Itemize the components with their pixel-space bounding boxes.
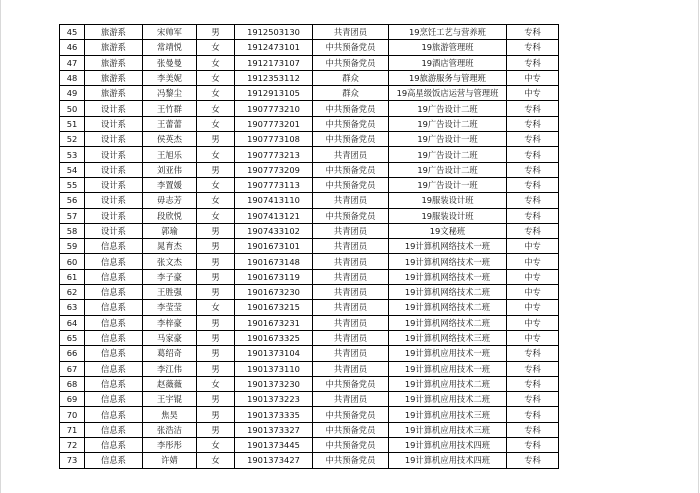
cell-name: 张文杰 (143, 254, 197, 269)
cell-department: 设计系 (85, 208, 143, 223)
cell-index: 56 (60, 193, 85, 208)
cell-political-status: 中共预备党员 (313, 453, 389, 468)
cell-empty (559, 438, 589, 453)
cell-index: 62 (60, 285, 85, 300)
cell-student-id: 1912353112 (235, 70, 313, 85)
cell-index: 66 (60, 346, 85, 361)
cell-department: 旅游系 (85, 40, 143, 55)
cell-department: 设计系 (85, 116, 143, 131)
cell-department: 信息系 (85, 239, 143, 254)
cell-political-status: 中共预备党员 (313, 40, 389, 55)
cell-name: 李江伟 (143, 361, 197, 376)
cell-gender: 女 (197, 300, 235, 315)
cell-index: 58 (60, 223, 85, 238)
cell-department: 设计系 (85, 177, 143, 192)
cell-student-id: 1901373223 (235, 392, 313, 407)
cell-student-id: 1901373230 (235, 376, 313, 391)
cell-index: 51 (60, 116, 85, 131)
cell-gender: 男 (197, 223, 235, 238)
cell-gender: 女 (197, 453, 235, 468)
cell-class: 19计算机应用技术四班 (389, 438, 507, 453)
cell-empty (559, 407, 589, 422)
cell-political-status: 共青团员 (313, 300, 389, 315)
cell-political-status: 中共预备党员 (313, 438, 389, 453)
cell-index: 45 (60, 25, 85, 40)
cell-name: 许婧 (143, 453, 197, 468)
cell-class: 19广告设计二班 (389, 147, 507, 162)
cell-index: 55 (60, 177, 85, 192)
cell-empty (559, 116, 589, 131)
cell-index: 69 (60, 392, 85, 407)
cell-gender: 女 (197, 193, 235, 208)
cell-student-id: 1907413121 (235, 208, 313, 223)
cell-empty (559, 269, 589, 284)
cell-level: 中专 (507, 239, 559, 254)
cell-level: 专科 (507, 208, 559, 223)
cell-political-status: 共青团员 (313, 330, 389, 345)
cell-level: 中专 (507, 315, 559, 330)
cell-level: 专科 (507, 132, 559, 147)
table-row (60, 453, 589, 468)
table-row (60, 101, 589, 116)
cell-gender: 男 (197, 239, 235, 254)
cell-political-status: 中共预备党员 (313, 55, 389, 70)
cell-political-status: 群众 (313, 70, 389, 85)
cell-level: 专科 (507, 376, 559, 391)
cell-name: 刘亚伟 (143, 162, 197, 177)
cell-student-id: 1907773213 (235, 147, 313, 162)
cell-class: 19计算机应用技术四班 (389, 453, 507, 468)
cell-class: 19计算机应用技术二班 (389, 392, 507, 407)
table-row (60, 254, 589, 269)
cell-name: 冯黎尘 (143, 86, 197, 101)
cell-political-status: 共青团员 (313, 269, 389, 284)
cell-index: 53 (60, 147, 85, 162)
cell-political-status: 共青团员 (313, 147, 389, 162)
cell-level: 专科 (507, 162, 559, 177)
cell-department: 设计系 (85, 223, 143, 238)
cell-student-id: 1901673325 (235, 330, 313, 345)
cell-student-id: 1901373427 (235, 453, 313, 468)
cell-level: 中专 (507, 269, 559, 284)
table-row (60, 330, 589, 345)
cell-political-status: 共青团员 (313, 239, 389, 254)
cell-class: 19高星级饭店运营与管理班 (389, 86, 507, 101)
cell-empty (559, 330, 589, 345)
cell-level: 中专 (507, 300, 559, 315)
student-table (59, 24, 589, 469)
cell-empty (559, 147, 589, 162)
cell-student-id: 1907773210 (235, 101, 313, 116)
cell-index: 63 (60, 300, 85, 315)
cell-department: 信息系 (85, 361, 143, 376)
cell-index: 50 (60, 101, 85, 116)
cell-level: 中专 (507, 70, 559, 85)
table-row (60, 55, 589, 70)
cell-empty (559, 208, 589, 223)
cell-name: 李置媛 (143, 177, 197, 192)
table-row (60, 132, 589, 147)
page-border-left (0, 0, 1, 493)
cell-political-status: 共青团员 (313, 193, 389, 208)
cell-political-status: 中共预备党员 (313, 132, 389, 147)
cell-class: 19计算机网络技术一班 (389, 239, 507, 254)
cell-level: 专科 (507, 177, 559, 192)
cell-empty (559, 162, 589, 177)
table-row (60, 162, 589, 177)
cell-class: 19计算机应用技术三班 (389, 422, 507, 437)
cell-index: 61 (60, 269, 85, 284)
cell-student-id: 1912173107 (235, 55, 313, 70)
cell-political-status: 中共预备党员 (313, 177, 389, 192)
cell-department: 设计系 (85, 132, 143, 147)
table-row (60, 422, 589, 437)
cell-class: 19广告设计一班 (389, 177, 507, 192)
cell-gender: 男 (197, 361, 235, 376)
cell-student-id: 1907773201 (235, 116, 313, 131)
cell-class: 19计算机网络技术二班 (389, 300, 507, 315)
cell-gender: 女 (197, 70, 235, 85)
cell-index: 67 (60, 361, 85, 376)
cell-index: 46 (60, 40, 85, 55)
cell-gender: 男 (197, 25, 235, 40)
cell-political-status: 共青团员 (313, 361, 389, 376)
cell-name: 侯英杰 (143, 132, 197, 147)
cell-name: 李彤彤 (143, 438, 197, 453)
cell-political-status: 共青团员 (313, 315, 389, 330)
cell-department: 信息系 (85, 254, 143, 269)
cell-department: 信息系 (85, 315, 143, 330)
cell-name: 李梓豪 (143, 315, 197, 330)
table-row (60, 86, 589, 101)
cell-empty (559, 285, 589, 300)
cell-class: 19文秘班 (389, 223, 507, 238)
cell-index: 72 (60, 438, 85, 453)
cell-gender: 男 (197, 330, 235, 345)
cell-department: 信息系 (85, 407, 143, 422)
cell-name: 张曼曼 (143, 55, 197, 70)
cell-department: 设计系 (85, 162, 143, 177)
cell-class: 19广告设计二班 (389, 101, 507, 116)
cell-department: 信息系 (85, 438, 143, 453)
cell-name: 王宇锟 (143, 392, 197, 407)
table-row (60, 392, 589, 407)
cell-department: 信息系 (85, 392, 143, 407)
cell-class: 19酒店管理班 (389, 55, 507, 70)
cell-class: 19计算机网络技术一班 (389, 254, 507, 269)
cell-empty (559, 346, 589, 361)
cell-name: 张浩洁 (143, 422, 197, 437)
cell-level: 专科 (507, 392, 559, 407)
cell-gender: 女 (197, 376, 235, 391)
cell-gender: 男 (197, 315, 235, 330)
cell-index: 47 (60, 55, 85, 70)
cell-department: 信息系 (85, 330, 143, 345)
cell-empty (559, 300, 589, 315)
table-row (60, 361, 589, 376)
cell-political-status: 中共预备党员 (313, 162, 389, 177)
cell-political-status: 群众 (313, 86, 389, 101)
cell-class: 19旅游服务与管理班 (389, 70, 507, 85)
cell-empty (559, 177, 589, 192)
cell-level: 中专 (507, 330, 559, 345)
cell-gender: 女 (197, 55, 235, 70)
cell-level: 中专 (507, 254, 559, 269)
table-row (60, 300, 589, 315)
cell-class: 19广告设计二班 (389, 116, 507, 131)
cell-gender: 女 (197, 208, 235, 223)
cell-level: 专科 (507, 453, 559, 468)
cell-empty (559, 223, 589, 238)
cell-department: 信息系 (85, 376, 143, 391)
cell-index: 59 (60, 239, 85, 254)
table-row (60, 177, 589, 192)
cell-level: 专科 (507, 438, 559, 453)
cell-empty (559, 193, 589, 208)
cell-student-id: 1901373104 (235, 346, 313, 361)
cell-index: 65 (60, 330, 85, 345)
cell-department: 旅游系 (85, 55, 143, 70)
cell-name: 常靖悦 (143, 40, 197, 55)
cell-student-id: 1901673230 (235, 285, 313, 300)
cell-department: 旅游系 (85, 70, 143, 85)
cell-political-status: 中共预备党员 (313, 116, 389, 131)
cell-level: 专科 (507, 147, 559, 162)
cell-student-id: 1912913105 (235, 86, 313, 101)
cell-political-status: 共青团员 (313, 346, 389, 361)
cell-class: 19计算机网络技术二班 (389, 315, 507, 330)
cell-department: 旅游系 (85, 25, 143, 40)
table-row (60, 223, 589, 238)
cell-gender: 女 (197, 86, 235, 101)
cell-class: 19广告设计二班 (389, 162, 507, 177)
cell-name: 王竹群 (143, 101, 197, 116)
cell-index: 52 (60, 132, 85, 147)
cell-department: 设计系 (85, 193, 143, 208)
cell-index: 73 (60, 453, 85, 468)
cell-department: 信息系 (85, 422, 143, 437)
cell-student-id: 1901673215 (235, 300, 313, 315)
cell-student-id: 1901373110 (235, 361, 313, 376)
cell-student-id: 1901673148 (235, 254, 313, 269)
cell-empty (559, 25, 589, 40)
cell-department: 信息系 (85, 453, 143, 468)
cell-index: 54 (60, 162, 85, 177)
cell-student-id: 1907433102 (235, 223, 313, 238)
cell-gender: 男 (197, 422, 235, 437)
cell-name: 葛绍奇 (143, 346, 197, 361)
cell-level: 中专 (507, 285, 559, 300)
table-row (60, 239, 589, 254)
cell-department: 信息系 (85, 269, 143, 284)
cell-student-id: 1912503130 (235, 25, 313, 40)
cell-level: 专科 (507, 346, 559, 361)
cell-political-status: 中共预备党员 (313, 422, 389, 437)
cell-empty (559, 453, 589, 468)
cell-empty (559, 254, 589, 269)
cell-gender: 女 (197, 116, 235, 131)
cell-index: 68 (60, 376, 85, 391)
cell-class: 19计算机应用技术三班 (389, 407, 507, 422)
cell-empty (559, 361, 589, 376)
cell-gender: 女 (197, 438, 235, 453)
cell-political-status: 共青团员 (313, 285, 389, 300)
cell-department: 设计系 (85, 147, 143, 162)
cell-political-status: 中共预备党员 (313, 101, 389, 116)
table-row (60, 147, 589, 162)
cell-level: 专科 (507, 40, 559, 55)
cell-student-id: 1901673231 (235, 315, 313, 330)
cell-student-id: 1907413110 (235, 193, 313, 208)
cell-student-id: 1907773209 (235, 162, 313, 177)
table-row (60, 269, 589, 284)
cell-index: 70 (60, 407, 85, 422)
cell-department: 信息系 (85, 285, 143, 300)
cell-class: 19旅游管理班 (389, 40, 507, 55)
cell-class: 19烹饪工艺与营养班 (389, 25, 507, 40)
table-row (60, 407, 589, 422)
table-row (60, 116, 589, 131)
cell-class: 19计算机应用技术一班 (389, 361, 507, 376)
cell-empty (559, 55, 589, 70)
cell-name: 段欣悦 (143, 208, 197, 223)
table-row (60, 315, 589, 330)
table-row (60, 208, 589, 223)
cell-name: 宋帅军 (143, 25, 197, 40)
cell-department: 旅游系 (85, 86, 143, 101)
cell-empty (559, 70, 589, 85)
cell-index: 48 (60, 70, 85, 85)
cell-political-status: 共青团员 (313, 254, 389, 269)
cell-empty (559, 40, 589, 55)
table-row (60, 376, 589, 391)
cell-class: 19服装设计班 (389, 208, 507, 223)
cell-empty (559, 315, 589, 330)
cell-gender: 男 (197, 285, 235, 300)
cell-empty (559, 392, 589, 407)
page-border-right (698, 0, 699, 493)
cell-political-status: 共青团员 (313, 392, 389, 407)
cell-gender: 男 (197, 132, 235, 147)
cell-student-id: 1901673119 (235, 269, 313, 284)
cell-gender: 男 (197, 407, 235, 422)
cell-level: 专科 (507, 101, 559, 116)
cell-student-id: 1901373445 (235, 438, 313, 453)
cell-gender: 女 (197, 101, 235, 116)
cell-level: 专科 (507, 55, 559, 70)
cell-political-status: 共青团员 (313, 25, 389, 40)
cell-level: 专科 (507, 193, 559, 208)
cell-name: 赵薇薇 (143, 376, 197, 391)
cell-level: 专科 (507, 223, 559, 238)
cell-name: 焦昊 (143, 407, 197, 422)
cell-class: 19计算机网络技术二班 (389, 285, 507, 300)
cell-empty (559, 101, 589, 116)
cell-level: 专科 (507, 116, 559, 131)
table-row (60, 25, 589, 40)
cell-index: 64 (60, 315, 85, 330)
cell-name: 晁育杰 (143, 239, 197, 254)
cell-class: 19计算机网络技术一班 (389, 269, 507, 284)
cell-political-status: 共青团员 (313, 223, 389, 238)
table-row (60, 40, 589, 55)
cell-level: 专科 (507, 361, 559, 376)
table-row (60, 346, 589, 361)
table-row (60, 438, 589, 453)
cell-empty (559, 239, 589, 254)
cell-department: 信息系 (85, 346, 143, 361)
cell-gender: 男 (197, 392, 235, 407)
cell-name: 马家豪 (143, 330, 197, 345)
table-row (60, 285, 589, 300)
table-row (60, 193, 589, 208)
cell-political-status: 中共预备党员 (313, 208, 389, 223)
cell-class: 19计算机网络技术三班 (389, 330, 507, 345)
cell-gender: 女 (197, 177, 235, 192)
cell-student-id: 1901373327 (235, 422, 313, 437)
cell-index: 57 (60, 208, 85, 223)
cell-level: 专科 (507, 407, 559, 422)
cell-level: 专科 (507, 25, 559, 40)
cell-gender: 女 (197, 40, 235, 55)
cell-name: 王蕾蕾 (143, 116, 197, 131)
cell-gender: 男 (197, 162, 235, 177)
cell-class: 19广告设计一班 (389, 132, 507, 147)
cell-student-id: 1901673101 (235, 239, 313, 254)
cell-department: 设计系 (85, 101, 143, 116)
table-row (60, 70, 589, 85)
cell-class: 19计算机应用技术二班 (389, 376, 507, 391)
cell-index: 49 (60, 86, 85, 101)
cell-political-status: 中共预备党员 (313, 407, 389, 422)
cell-empty (559, 132, 589, 147)
cell-name: 毋志芳 (143, 193, 197, 208)
cell-gender: 女 (197, 147, 235, 162)
cell-student-id: 1907773108 (235, 132, 313, 147)
cell-gender: 男 (197, 269, 235, 284)
cell-name: 李莹莹 (143, 300, 197, 315)
cell-level: 专科 (507, 422, 559, 437)
cell-empty (559, 376, 589, 391)
cell-student-id: 1912473101 (235, 40, 313, 55)
cell-gender: 男 (197, 254, 235, 269)
cell-gender: 男 (197, 346, 235, 361)
cell-class: 19服装设计班 (389, 193, 507, 208)
cell-empty (559, 86, 589, 101)
cell-name: 王旭乐 (143, 147, 197, 162)
cell-index: 71 (60, 422, 85, 437)
cell-class: 19计算机应用技术一班 (389, 346, 507, 361)
cell-name: 郭瑜 (143, 223, 197, 238)
cell-name: 李子豪 (143, 269, 197, 284)
cell-name: 王胜强 (143, 285, 197, 300)
cell-department: 信息系 (85, 300, 143, 315)
cell-student-id: 1907773113 (235, 177, 313, 192)
cell-index: 60 (60, 254, 85, 269)
cell-political-status: 中共预备党员 (313, 376, 389, 391)
cell-empty (559, 422, 589, 437)
cell-level: 中专 (507, 86, 559, 101)
cell-name: 李美妮 (143, 70, 197, 85)
cell-student-id: 1901373335 (235, 407, 313, 422)
